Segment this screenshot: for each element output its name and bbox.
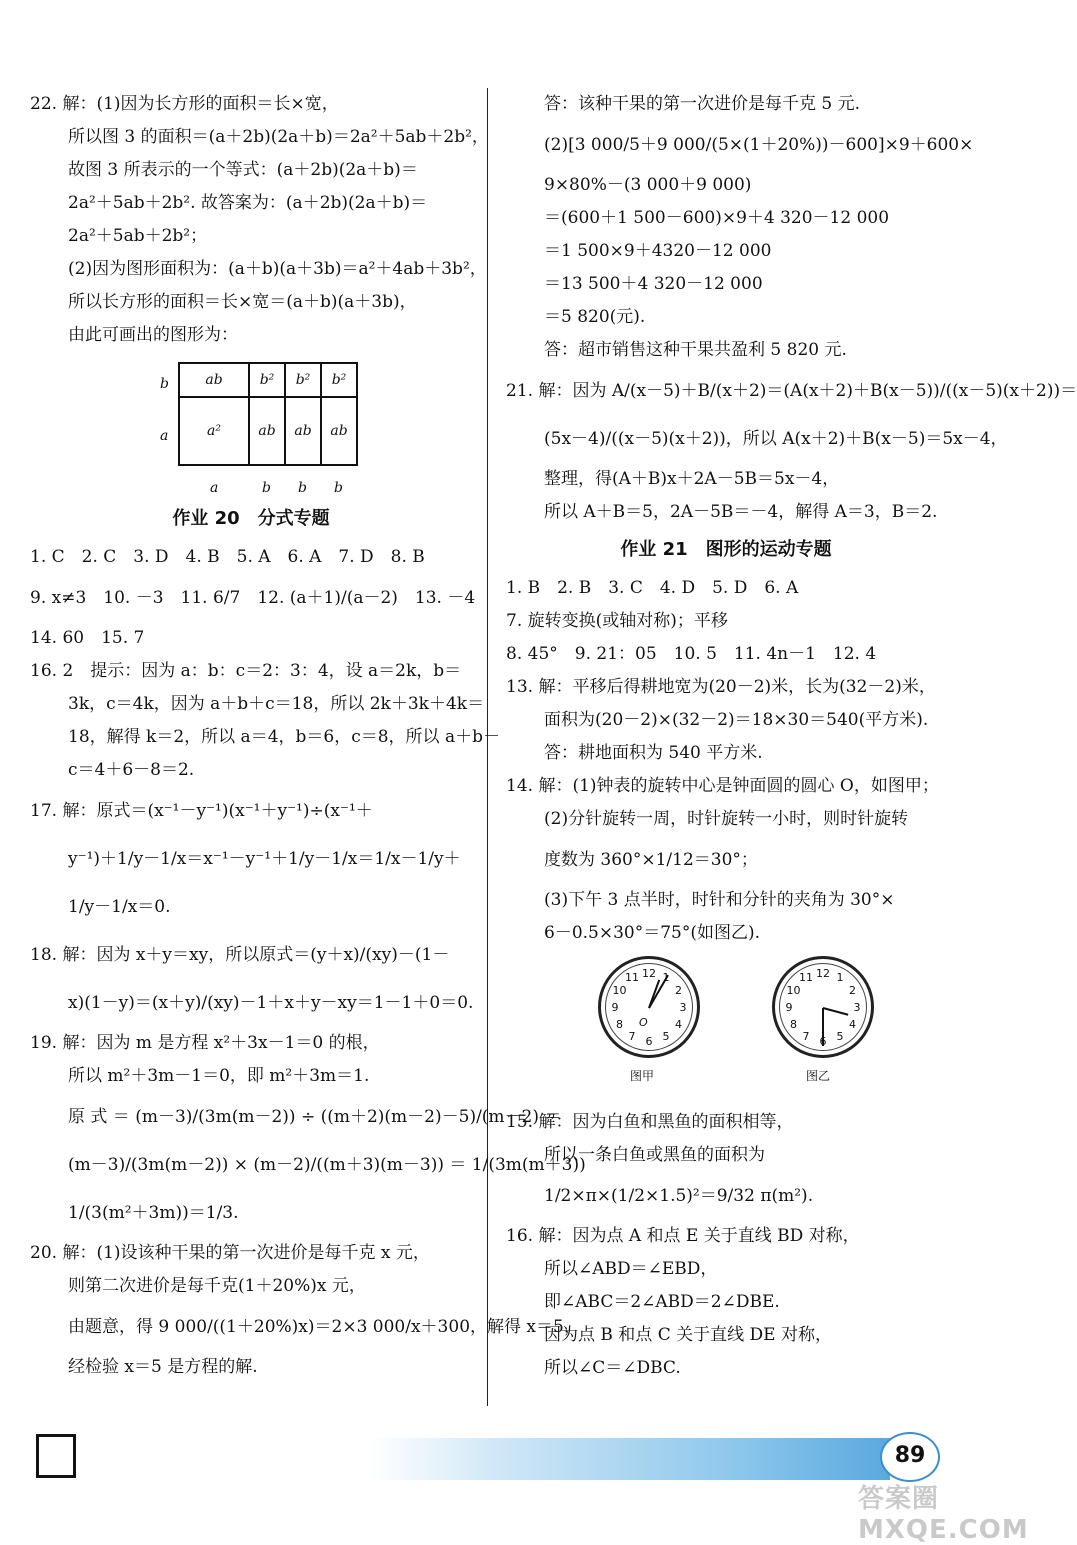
answer-line: 1. C 2. C 3. D 4. B 5. A 6. A 7. D 8. B (30, 547, 425, 567)
q16r-line: 所以∠ABD＝∠EBD， (544, 1259, 718, 1279)
clock-numeral: 10 (612, 983, 627, 997)
grid-cell: b² (321, 363, 357, 397)
answer-line: 1. B 2. B 3. C 4. D 5. D 6. A (506, 578, 799, 598)
clock-a-caption: 图甲 (630, 1069, 655, 1083)
q15-line: 1/2×π×(1/2×1.5)²＝9/32 π(m²). (544, 1186, 814, 1206)
q17-line: 1/y－1/x＝0. (68, 897, 171, 917)
q21-line: (5x－4)/((x－5)(x＋2))，所以 A(x＋2)＋B(x－5)＝5x－4， (544, 429, 1008, 449)
q22-line: 22. 解：(1)因为长方形的面积＝长×宽， (30, 94, 339, 114)
grid-cell: b² (285, 363, 321, 397)
footer-band (370, 1438, 890, 1480)
col-label: b (298, 480, 307, 496)
clock-numeral: 5 (662, 1029, 670, 1043)
q16r-line: 因为点 B 和点 C 关于直线 DE 对称， (544, 1325, 832, 1345)
q18-line: 18. 解：因为 x＋y＝xy，所以原式＝(y＋x)/(xy)－(1－ (30, 945, 450, 965)
clock-numeral: 7 (802, 1029, 810, 1043)
q19-line: (m－3)/(3m(m－2)) × (m－2)/((m＋3)(m－3)) ＝ 1/(3m(m＋3)) (68, 1155, 586, 1175)
q20-cont-line: ＝(600＋1 500－600)×9＋4 320－12 000 (544, 208, 890, 228)
col-label: a (210, 480, 219, 496)
col-label: b (334, 480, 343, 496)
q19-line: 1/(3(m²＋3m))＝1/3. (68, 1203, 239, 1223)
clock-numeral: 7 (628, 1029, 636, 1043)
row-label: b (160, 376, 169, 392)
q14-line: 6－0.5×30°＝75°(如图乙). (544, 923, 761, 943)
section-title-20: 作业 20 分式专题 (172, 508, 330, 529)
answer-line: 14. 60 15. 7 (30, 628, 145, 648)
grid-cell: ab (321, 397, 357, 465)
q19-line: 19. 解：因为 m 是方程 x²＋3x－1＝0 的根， (30, 1033, 380, 1053)
row-label: a (160, 428, 169, 444)
clock-numeral: 9 (785, 1000, 793, 1014)
q16r-line: 16. 解：因为点 A 和点 E 关于直线 BD 对称， (506, 1226, 860, 1246)
answer-line: 7. 旋转变换(或轴对称)；平移 (506, 611, 728, 631)
center-label: O (639, 1016, 648, 1029)
q17-line: y⁻¹)＋1/y－1/x＝x⁻¹－y⁻¹＋1/y－1/x＝1/x－1/y＋ (68, 849, 461, 869)
clock-numeral: 11 (799, 971, 813, 985)
clock-numeral: 3 (853, 1000, 861, 1014)
q20-cont-line: (2)[3 000/5＋9 000/(5×(1＋20%))－600]×9＋600× (544, 135, 974, 155)
grid-cell: b² (249, 363, 285, 397)
grid-cell: ab (179, 363, 249, 397)
minute-hand (822, 1008, 824, 1046)
clock-numeral: 3 (679, 1000, 687, 1014)
q16-line: 16. 2 提示：因为 a：b：c＝2：3：4，设 a＝2k，b＝ (30, 661, 462, 681)
q19-line: 原 式 ＝ (m－3)/(3m(m－2)) ÷ ((m＋2)(m－2)－5)/(m－2) ＝ (68, 1107, 562, 1127)
clock-numeral: 10 (786, 983, 801, 997)
clock-b-icon (772, 956, 874, 1058)
q20-cont-line: ＝5 820(元). (544, 307, 646, 327)
q17-line: 17. 解：原式＝(x⁻¹－y⁻¹)(x⁻¹＋y⁻¹)÷(x⁻¹＋ (30, 801, 373, 821)
minute-hand (648, 975, 669, 1009)
q16r-line: 所以∠C＝∠DBC. (544, 1358, 681, 1378)
clock-numeral: 8 (790, 1017, 798, 1031)
q18-line: x)(1－y)＝(x＋y)/(xy)－1＋x＋y－xy＝1－1＋0＝0. (68, 993, 474, 1013)
q14-line: (3)下午 3 点半时，时针和分针的夹角为 30°× (544, 890, 895, 910)
clock-numeral: 1 (836, 971, 844, 985)
q22-line: 所以图 3 的面积＝(a＋2b)(2a＋b)＝2a²＋5ab＋2b²， (68, 127, 489, 147)
hour-hand (823, 1007, 849, 1016)
answer-line: 8. 45° 9. 21：05 10. 5 11. 4n－1 12. 4 (506, 644, 877, 664)
q22-line: 由此可画出的图形为： (68, 325, 238, 345)
clock-numeral: 2 (674, 983, 682, 997)
grid-cell: a² (179, 397, 249, 465)
q20-line: 则第二次进价是每千克(1＋20%)x 元， (68, 1276, 366, 1296)
q22-line: 故图 3 所表示的一个等式：(a＋2b)(2a＋b)＝ (68, 160, 418, 180)
clock-numeral: 6 (645, 1034, 653, 1048)
hour-hand (648, 979, 660, 1008)
col-label: b (262, 480, 271, 496)
q21-line: 所以 A＋B＝5，2A－5B＝－4，解得 A＝3，B＝2. (544, 502, 938, 522)
area-grid (178, 362, 358, 466)
q16r-line: 即∠ABC＝2∠ABD＝2∠DBE. (544, 1292, 780, 1312)
left-column (30, 88, 586, 1384)
q13-line: 答：耕地面积为 540 平方米. (544, 743, 763, 763)
clock-numeral: 8 (616, 1017, 624, 1031)
clock-numeral: 5 (836, 1029, 844, 1043)
grid-cell: ab (285, 397, 321, 465)
section-title-21: 作业 21 图形的运动专题 (620, 539, 832, 560)
q20-line: 由题意，得 9 000/((1＋20%)x)＝2×3 000/x＋300，解得 x＝5， (68, 1317, 581, 1337)
q13-line: 面积为(20－2)×(32－2)＝18×30＝540(平方米). (544, 710, 929, 730)
q14-line: 度数为 360°×1/12＝30°； (544, 850, 758, 870)
clock-numeral: 9 (611, 1000, 619, 1014)
q19-line: 所以 m²＋3m－1＝0，即 m²＋3m＝1. (68, 1066, 370, 1086)
q16-line: 3k，c＝4k，因为 a＋b＋c＝18，所以 2k＋3k＋4k＝ (68, 694, 485, 714)
q15-line: 所以一条白鱼或黑鱼的面积为 (544, 1145, 765, 1165)
watermark: 答案圈 MXQE.COM (858, 1484, 1029, 1545)
clock-a-icon (598, 956, 700, 1058)
checkbox[interactable] (36, 1434, 76, 1478)
clock-numeral: 12 (642, 966, 656, 980)
answer-line: 9. x≠3 10. －3 11. 6/7 12. (a＋1)/(a－2) 13. －4 (30, 588, 476, 608)
q22-line: 所以长方形的面积＝长×宽＝(a＋b)(a＋3b)， (68, 292, 417, 312)
right-column (506, 88, 1077, 1385)
clock-numeral: 4 (848, 1017, 856, 1031)
q16-line: c＝4＋6－8＝2. (68, 760, 195, 780)
q22-line: (2)因为图形面积为：(a＋b)(a＋3b)＝a²＋4ab＋3b²， (68, 259, 487, 279)
q20-cont-line: 答：该种干果的第一次进价是每千克 5 元. (544, 94, 861, 114)
clock-numeral: 11 (625, 971, 639, 985)
q22-line: 2a²＋5ab＋2b²； (68, 226, 208, 246)
q22-line: 2a²＋5ab＋2b². 故答案为：(a＋2b)(2a＋b)＝ (68, 193, 428, 213)
clock-numeral: 12 (816, 966, 830, 980)
area-diagram (30, 354, 472, 496)
q20-cont-line: ＝13 500＋4 320－12 000 (544, 274, 763, 294)
q14-line: 14. 解：(1)钟表的旋转中心是钟面圆的圆心 O，如图甲； (506, 776, 939, 796)
q14-line: (2)分针旋转一周，时针旋转一小时，则时针旋转 (544, 809, 909, 829)
q20-cont-line: ＝1 500×9＋4320－12 000 (544, 241, 772, 261)
q20-line: 20. 解：(1)设该种干果的第一次进价是每千克 x 元， (30, 1243, 430, 1263)
q21-line: 21. 解：因为 A/(x－5)＋B/(x＋2)＝(A(x＋2)＋B(x－5))/((x－5)(x＋2))＝ (506, 381, 1077, 401)
page-number: 89 (880, 1432, 940, 1482)
clock-figures (506, 956, 946, 1106)
q15-line: 15. 解：因为白鱼和黑鱼的面积相等， (506, 1112, 794, 1132)
clock-numeral: 4 (674, 1017, 682, 1031)
q20-cont-line: 9×80%－(3 000＋9 000) (544, 175, 752, 195)
q20-line: 经检验 x＝5 是方程的解. (68, 1357, 258, 1377)
grid-cell: ab (249, 397, 285, 465)
q16-line: 18，解得 k＝2，所以 a＝4，b＝6，c＝8，所以 a＋b－ (68, 727, 500, 747)
clock-numeral: 2 (848, 983, 856, 997)
q20-cont-line: 答：超市销售这种干果共盈利 5 820 元. (544, 340, 847, 360)
q13-line: 13. 解：平移后得耕地宽为(20－2)米，长为(32－2)米， (506, 677, 936, 697)
clock-numeral: 1 (662, 971, 670, 985)
clock-numeral: 6 (819, 1034, 827, 1048)
clock-b-caption: 图乙 (806, 1069, 831, 1083)
q21-line: 整理，得(A＋B)x＋2A－5B＝5x－4， (544, 469, 840, 489)
